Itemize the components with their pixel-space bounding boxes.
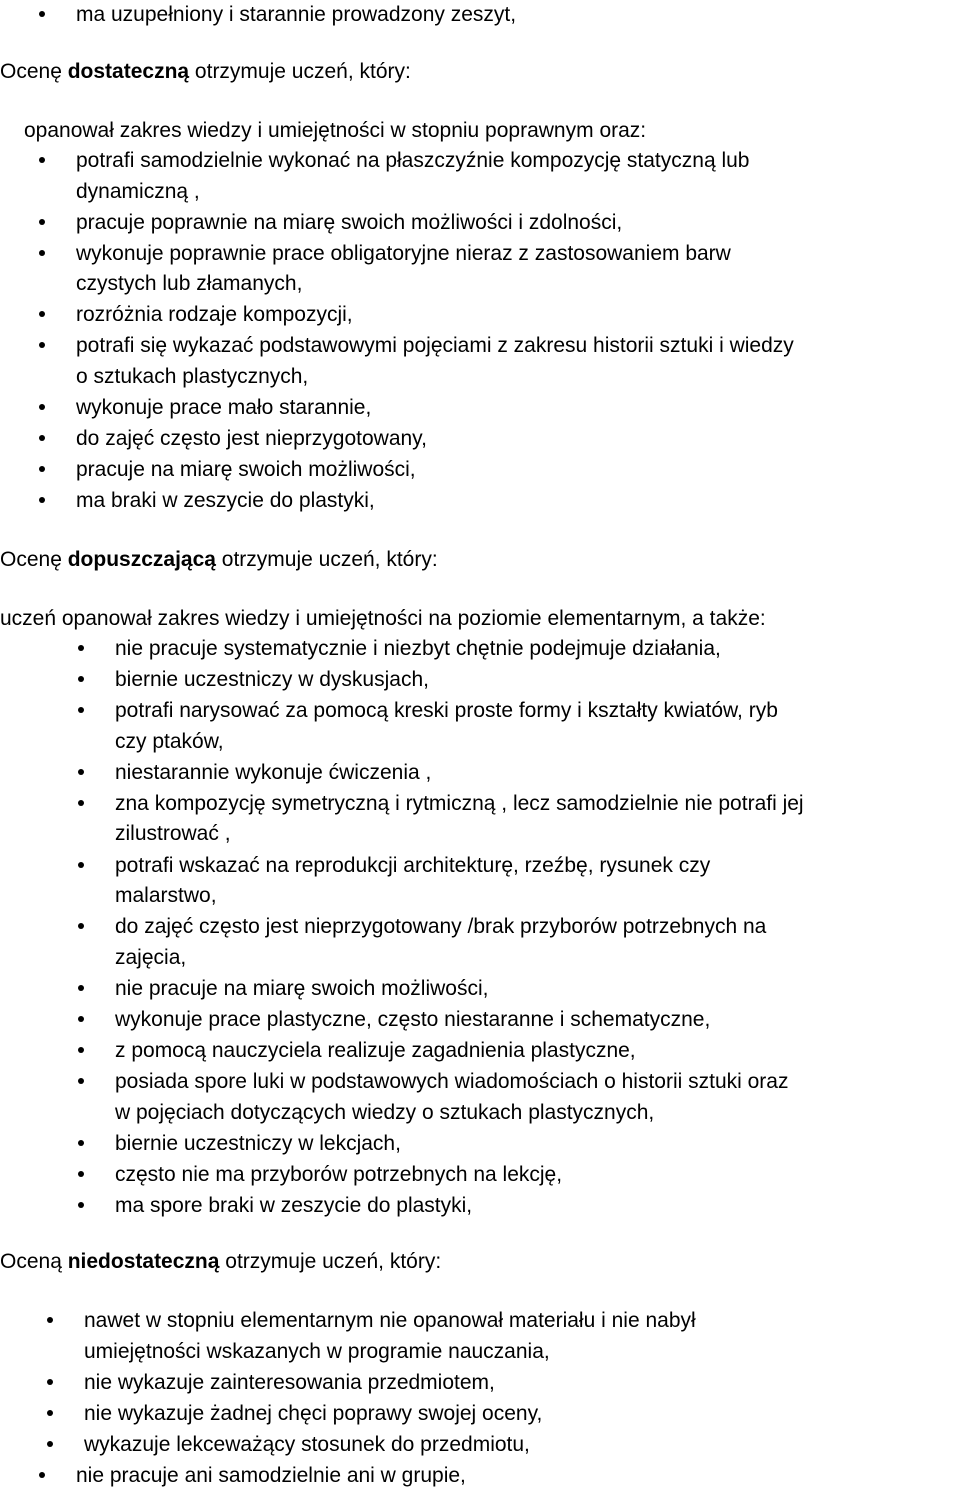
list-item: biernie uczestniczy w lekcjach, — [115, 1131, 401, 1155]
section-heading: Ocenę dostateczną otrzymuje uczeń, który: — [0, 60, 411, 83]
list-item-continuation: zilustrować , — [115, 822, 231, 846]
list-item-continuation: czy ptaków, — [115, 729, 224, 753]
section-intro: uczeń opanował zakres wiedzy i umiejętności na poziomie elementarnym, a także: — [0, 607, 766, 630]
list-item: często nie ma przyborów potrzebnych na lekcję, — [115, 1162, 563, 1186]
list-item: nie pracuje ani samodzielnie ani w grupie, — [76, 1463, 466, 1487]
grade-name: dostateczną — [67, 60, 190, 83]
list-item: zna kompozycję symetryczną i rytmiczną , lecz samodzielnie nie potrafi jej — [115, 791, 804, 815]
grade-name: niedostateczną — [67, 1250, 220, 1273]
section-heading: Oceną niedostateczną otrzymuje uczeń, który: — [0, 1250, 442, 1273]
list-item: potrafi narysować za pomocą kreski proste formy i kształty kwiatów, ryb — [115, 699, 778, 723]
list-item: biernie uczestniczy w dyskusjach, — [115, 668, 429, 692]
list-item: nie pracuje na miarę swoich możliwości, — [115, 976, 489, 1000]
list-item: nie wykazuje żadnej chęci poprawy swojej oceny, — [84, 1401, 543, 1425]
section-heading: Ocenę dopuszczającą otrzymuje uczeń, który: — [0, 548, 438, 571]
list-item: nawet w stopniu elementarnym nie opanował materiału i nie nabył — [84, 1309, 696, 1332]
list-item: rozróżnia rodzaje kompozycji, — [76, 303, 353, 327]
list-item: z pomocą nauczyciela realizuje zagadnienia plastyczne, — [115, 1038, 636, 1062]
list-item: niestarannie wykonuje ćwiczenia , — [115, 760, 432, 784]
list-item: wykonuje prace mało starannie, — [76, 396, 372, 419]
list-item-continuation: dynamiczną , — [76, 179, 200, 203]
list-item: wykonuje poprawnie prace obligatoryjne nieraz z zastosowaniem barw — [76, 241, 731, 265]
list-item: ma spore braki w zeszycie do plastyki, — [115, 1193, 473, 1217]
list-item-continuation: umiejętności wskazanych w programie nauczania, — [84, 1339, 550, 1363]
list-item: do zajęć często jest nieprzygotowany, — [76, 427, 427, 451]
grade-name: dopuszczającą — [67, 548, 216, 571]
list-item-continuation: zajęcia, — [115, 945, 187, 969]
list-item-continuation: o sztukach plastycznych, — [76, 364, 309, 388]
list-item: wykonuje prace plastyczne, często niestaranne i schematyczne, — [115, 1007, 711, 1031]
list-item: ma uzupełniony i starannie prowadzony zeszyt, — [76, 3, 517, 26]
list-item-continuation: malarstwo, — [115, 884, 217, 907]
list-item: do zajęć często jest nieprzygotowany /brak przyborów potrzebnych na — [115, 915, 767, 939]
list-item: pracuje na miarę swoich możliwości, — [76, 458, 416, 482]
list-item: potrafi wskazać na reprodukcji architekturę, rzeźbę, rysunek czy — [115, 853, 711, 877]
list-item: potrafi się wykazać podstawowymi pojęciami z zakresu historii sztuki i wiedzy — [76, 334, 794, 358]
list-item: pracuje poprawnie na miarę swoich możliwości i zdolności, — [76, 210, 623, 234]
list-item: nie wykazuje zainteresowania przedmiotem, — [84, 1370, 495, 1394]
list-item: ma braki w zeszycie do plastyki, — [76, 489, 375, 513]
list-item: wykazuje lekceważący stosunek do przedmiotu, — [84, 1432, 530, 1456]
list-item: potrafi samodzielnie wykonać na płaszczyźnie kompozycję statyczną lub — [76, 149, 750, 172]
section-intro: opanował zakres wiedzy i umiejętności w stopniu poprawnym oraz: — [24, 119, 647, 142]
list-item-continuation: w pojęciach dotyczących wiedzy o sztukach plastycznych, — [115, 1100, 655, 1124]
list-item: nie pracuje systematycznie i niezbyt chętnie podejmuje działania, — [115, 637, 721, 660]
list-item-continuation: czystych lub złamanych, — [76, 272, 303, 296]
list-item: posiada spore luki w podstawowych wiadomościach o historii sztuki oraz — [115, 1070, 789, 1093]
